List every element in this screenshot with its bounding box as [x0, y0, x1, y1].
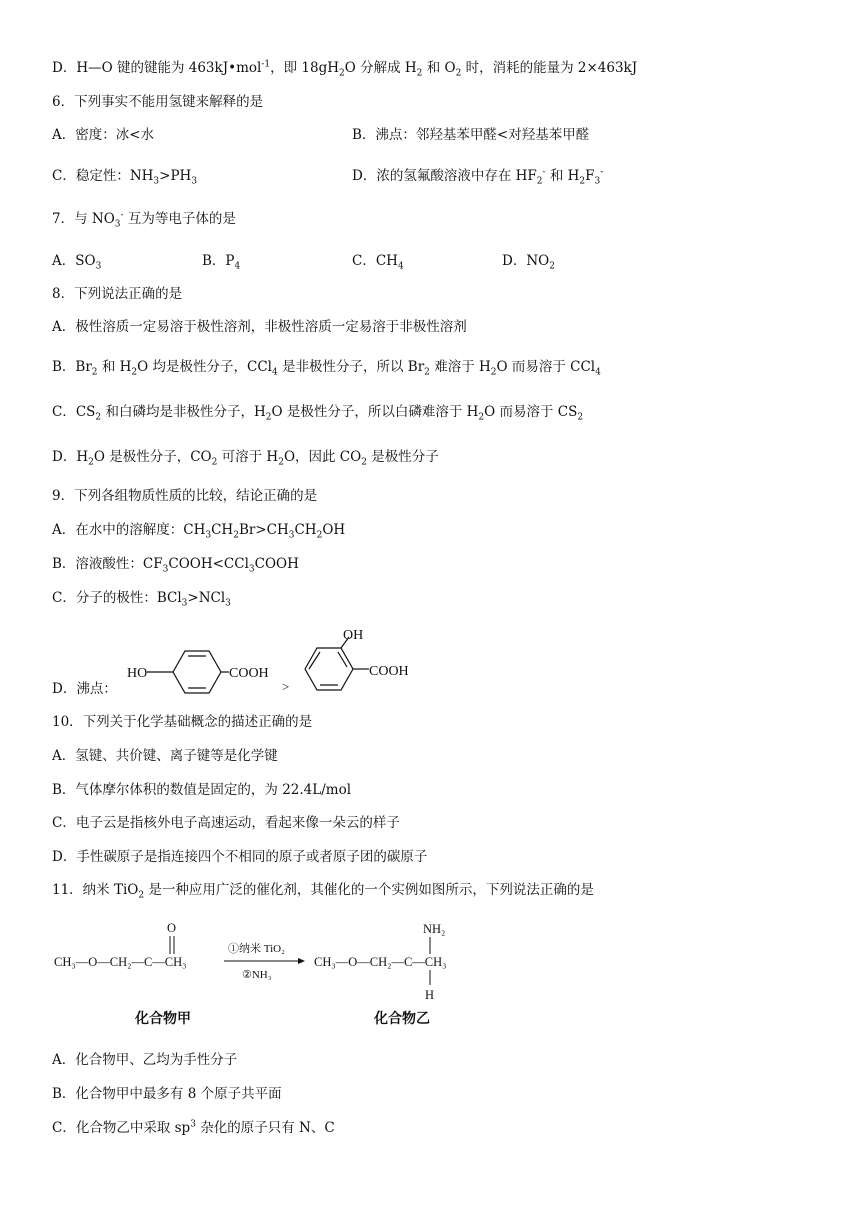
q9-option-d-label: D．沸点： [52, 681, 117, 697]
q11-reaction-scheme [52, 912, 512, 1032]
q6-option-b: B．沸点：邻羟基苯甲醛<对羟基苯甲醛 [352, 127, 590, 143]
structure-cooh-label-2: COOH [369, 664, 409, 679]
structure-ho-label: HO [127, 666, 148, 681]
q11-option-c: C．化合物乙中采取 $sp^3$ 杂化的原子只有 N、C [52, 1119, 335, 1136]
q6-option-c: C．稳定性：$NH_3>PH_3$ [52, 168, 198, 187]
q10-option-b: B．气体摩尔体积的数值是固定的，为 22.4L/mol [52, 782, 352, 798]
compound-label-jia: 化合物甲 [135, 1012, 191, 1027]
greater-than-sign: > [282, 679, 290, 694]
reactant-formula: CH₃—O—CH₂—C—CH₃ [54, 955, 187, 969]
condition-2: ②NH₃ [242, 969, 272, 981]
q10-option-a: A．氢键、共价键、离子键等是化学键 [52, 748, 278, 764]
q9-option-d-structures [125, 625, 445, 705]
q10-stem: 10．下列关于化学基础概念的描述正确的是 [52, 714, 313, 730]
q6-option-a: A．密度：冰<水 [52, 127, 155, 143]
condition-1: ①纳米 TiO₂ [228, 943, 285, 955]
q7-option-b: B．$P_4$ [202, 253, 241, 272]
q9-option-a: A．在水中的溶解度：$CH_3CH_2Br>CH_3CH_2OH$ [52, 522, 346, 541]
para-hydroxybenzoic-acid-structure [147, 651, 229, 693]
q10-option-d: D．手性碳原子是指连接四个不相同的原子或者原子团的碳原子 [52, 849, 428, 865]
q8-option-a: A．极性溶质一定易溶于极性溶剂，非极性溶质一定易溶于非极性溶剂 [52, 319, 467, 335]
product-nh2: NH₂ [423, 922, 446, 936]
q5-option-d: D．H—O 键的键能为 463kJ•mol$^{-1}$，即 $18gH_2O$ 分解成 $H_2$ 和 $O_2$ 时，消耗的能量为 2×463kJ [52, 59, 638, 79]
q10-option-c: C．电子云是指核外电子高速运动，看起来像一朵云的样子 [52, 815, 400, 831]
product-formula: CH₃—O—CH₂—C—CH₃ [314, 955, 447, 969]
compound-label-yi: 化合物乙 [374, 1012, 430, 1027]
q11-stem: 11．纳米 TiO$_2$ 是一种应用广泛的催化剂，其催化的一个实例如图所示，下列说法正确的是 [52, 882, 594, 901]
salicylic-acid-structure [305, 637, 369, 690]
reactant-carbonyl-o: O [167, 921, 177, 935]
q9-stem: 9．下列各组物质性质的比较，结论正确的是 [52, 488, 318, 504]
q7-option-a: A．$SO_3$ [52, 253, 102, 272]
q8-option-d: D．$H_2O$ 是极性分子，$CO_2$ 可溶于 $H_2O$，因此 $CO_2$ 是极性分子 [52, 449, 439, 468]
q7-option-d: D．$NO_2$ [502, 253, 555, 272]
q8-stem: 8．下列说法正确的是 [52, 286, 183, 302]
product-h: H [425, 988, 435, 1002]
q8-option-c: C．$CS_2$ 和白磷均是非极性分子，$H_2O$ 是极性分子，所以白磷难溶于 $H_2O$ 而易溶于 $CS_2$ [52, 404, 584, 423]
q11-option-b: B．化合物甲中最多有 8 个原子共平面 [52, 1086, 282, 1102]
q7-stem: 7．与 $NO_3^-$ 互为等电子体的是 [52, 210, 236, 230]
q11-option-a: A．化合物甲、乙均为手性分子 [52, 1052, 238, 1068]
structure-oh-label: OH [343, 628, 364, 643]
q6-stem: 6．下列事实不能用氢键来解释的是 [52, 94, 264, 110]
q6-option-d: D．浓的氢氟酸溶液中存在 $HF_2^-$ 和 $H_2F_3^-$ [352, 167, 604, 187]
structure-cooh-label-1: COOH [229, 666, 269, 681]
q8-option-b: B．$Br_2$ 和 $H_2O$ 均是极性分子，CCl$_4$ 是非极性分子，所以 $Br_2$ 难溶于 $H_2O$ 而易溶于 CCl$_4$ [52, 359, 601, 378]
q9-option-c: C．分子的极性：BCl$_3$>NCl$_3$ [52, 590, 231, 609]
q9-option-b: B．溶液酸性：$CF_3COOH<CCl_3COOH$ [52, 556, 299, 575]
q7-option-c: C．$CH_4$ [352, 253, 404, 272]
